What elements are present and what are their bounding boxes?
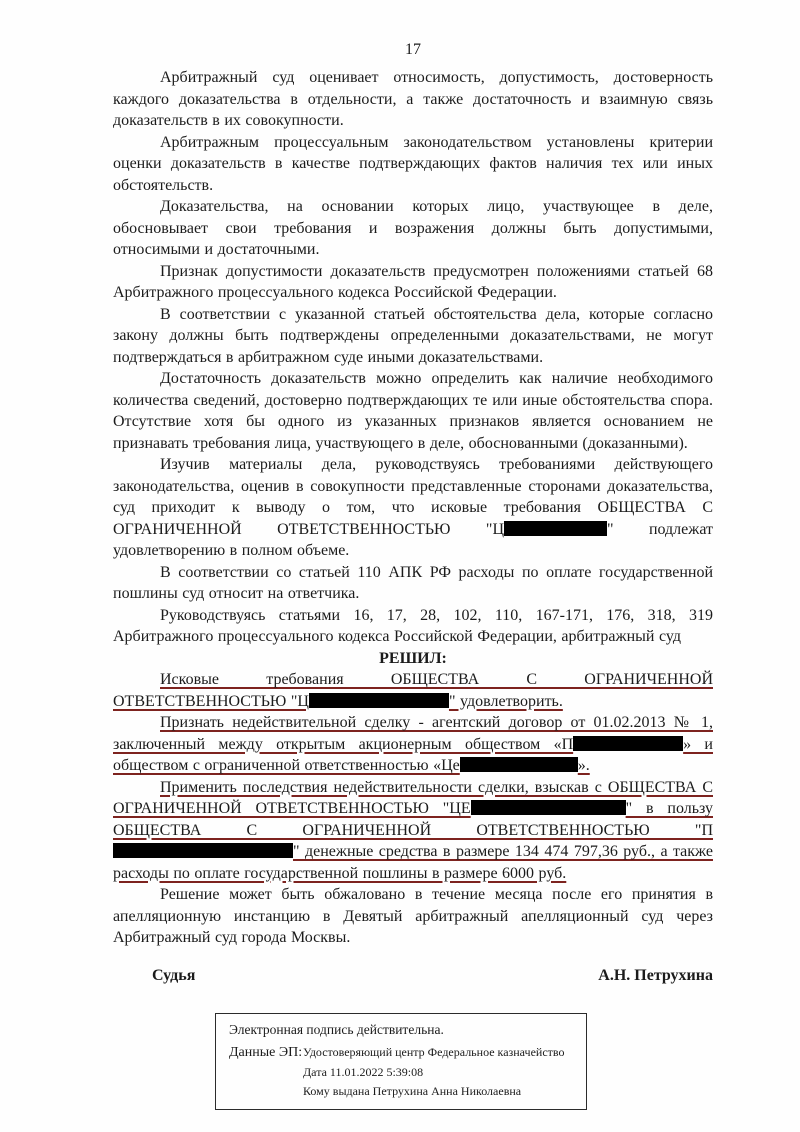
judge-label: Судья: [152, 966, 196, 984]
resolution-text: " в пользу ОБЩЕСТВА С ОГРАНИЧЕННОЙ ОТВЕТСТВЕННОСТЬЮ "П: [113, 800, 713, 839]
stamp-issued-to: Кому выдана Петрухина Анна Николаевна: [303, 1084, 522, 1098]
signature-row: [113, 965, 713, 987]
redaction-bar: [309, 693, 449, 708]
resolution-paragraph: [113, 669, 713, 712]
resolution-paragraph: [113, 777, 713, 885]
resolution-text: " удовлетворить.: [448, 692, 563, 710]
resolution-text: » и обществом с ограниченной ответственностью «Це: [113, 735, 713, 774]
body-paragraph: Признак допустимости доказательств предусмотрен положениями статьей 68 Арбитражного процессуального кодекса Российской Федерации.: [113, 262, 713, 301]
body-paragraph: Руководствуясь статьями 16, 17, 28, 102, 110, 167-171, 176, 318, 319 Арбитражного процессуального кодекса Российской Федерации, арбитражный суд: [113, 606, 713, 645]
resolution-paragraph: [113, 712, 713, 777]
body-paragraph: Арбитражный суд оценивает относимость, допустимость, достоверность каждого доказательства в отдельности, а также достаточность и взаимную связь доказательств в их совокупности.: [113, 69, 713, 129]
body-paragraph-with-redaction: [113, 454, 713, 562]
stamp-data-row: [229, 1045, 576, 1061]
resolution-text: " денежные средства в размере 134 474 797,36 руб., а также расходы по оплате государственной пошлины в размере 6000 руб.: [113, 843, 713, 882]
body-paragraph: Доказательства, на основании которых лицо, участвующее в деле, обосновывает свои требования и возражения должны быть допустимыми, относимыми и достаточными.: [113, 198, 713, 258]
body-paragraph: Достаточность доказательств можно определить как наличие необходимого количества сведений, достоверно подтверждающих те или иные обстоятельства спора. Отсутствие хотя бы одного из указанных признаков является основанием не признавать требования лица, участвующего в деле, обоснованными (доказанными).: [113, 370, 713, 452]
resolution-text: Применить последствия недействительности сделки, взыскав с ОБЩЕСТВА С ОГРАНИЧЕННОЙ ОТВЕТСТВЕННОСТЬЮ "ЦЕ: [113, 778, 713, 817]
resolution-text: Исковые требования ОБЩЕСТВА С ОГРАНИЧЕННОЙ ОТВЕТСТВЕННОСТЬЮ "Ц: [113, 671, 713, 710]
body-text: " подлежат удовлетворению в полном объеме.: [113, 520, 714, 559]
resolution-text: ».: [577, 757, 590, 774]
page-number: 17: [405, 41, 421, 58]
document-body: [113, 67, 713, 986]
stamp-validity-line: Электронная подпись действительна.: [229, 1022, 444, 1037]
body-paragraph: В соответствии с указанной статьей обстоятельства дела, которые согласно закону должны быть подтверждены определенными доказательствами, не могут подтверждаться в арбитражном суде иными доказательствами.: [113, 305, 713, 366]
resolved-heading: РЕШИЛ:: [379, 649, 447, 667]
appeal-paragraph: Решение может быть обжаловано в течение месяца после его принятия в апелляционную инстанцию в Девятый арбитражный апелляционный суд через Арбитражный суд города Москвы.: [113, 886, 713, 946]
redaction-bar: [471, 800, 626, 815]
resolution-text: Признать недействительной сделку - агентский договор от 01.02.2013 № 1, заключенный между открытым акционерным обществом «П: [113, 714, 713, 753]
judge-name: А.Н. Петрухина: [598, 966, 713, 984]
body-text: Изучив материалы дела, руководствуясь требованиями действующего законодательства, оценив в совокупности представленные сторонами доказательства, суд приходит к выводу о том, что исковые требования ОБЩЕСТВА С ОГРАНИЧЕННОЙ ОТВЕТСТВЕННОСТЬЮ "Ц: [113, 456, 713, 538]
redaction-bar: [113, 843, 293, 858]
redaction-bar: [504, 521, 607, 536]
redaction-bar: [573, 736, 683, 751]
stamp-date: Дата 11.01.2022 5:39:08: [303, 1065, 424, 1079]
stamp-data-label: Данные ЭП:: [229, 1045, 303, 1060]
body-paragraph: Арбитражным процессуальным законодательством установлены критерии оценки доказательств в качестве подтверждающих фактов наличия тех или иных обстоятельств.: [113, 133, 713, 194]
body-paragraph: В соответствии со статьей 110 АПК РФ расходы по оплате государственной пошлины суд относит на ответчика.: [113, 563, 713, 602]
stamp-authority: Удостоверяющий центр Федеральное казначейство: [303, 1045, 565, 1059]
electronic-signature-stamp: [215, 1013, 587, 1110]
redaction-bar: [460, 757, 578, 772]
